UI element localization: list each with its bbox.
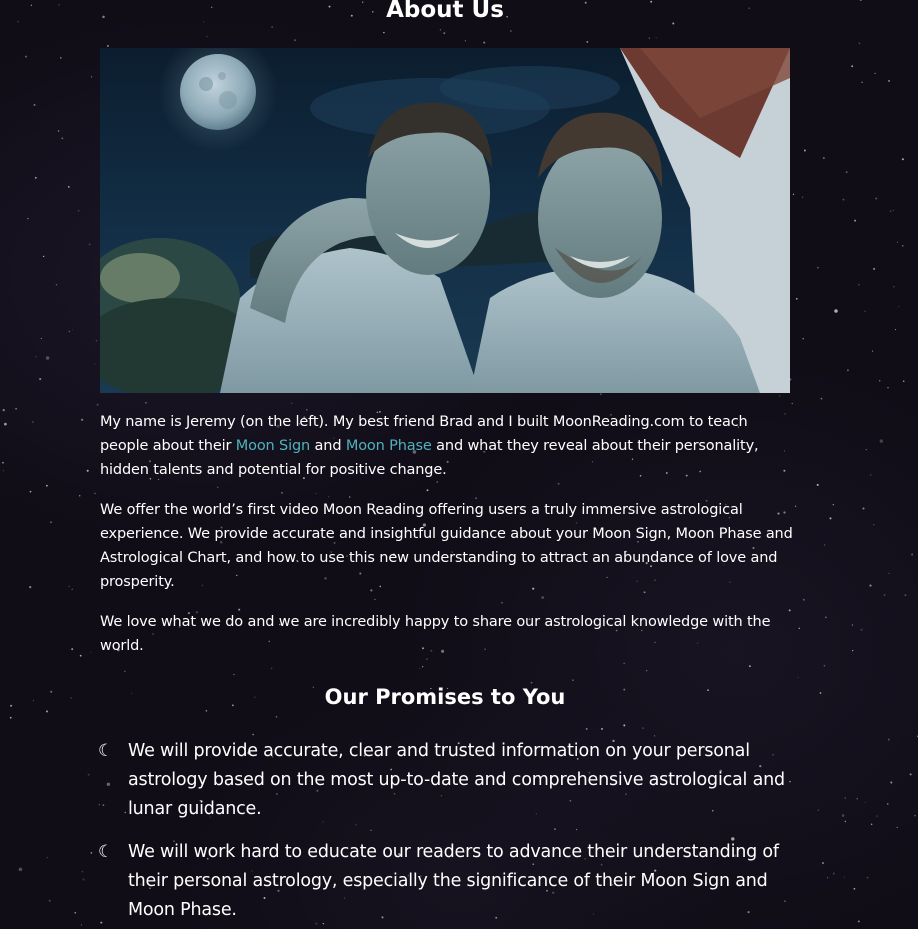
star [825, 617, 826, 618]
star [872, 351, 873, 352]
star [316, 493, 317, 494]
star [895, 329, 896, 330]
star [427, 489, 429, 491]
star [50, 522, 51, 523]
star [89, 243, 91, 245]
star [860, 0, 862, 1]
promises-list [100, 737, 800, 929]
star [914, 815, 916, 817]
star [779, 395, 780, 396]
star [893, 210, 894, 211]
star [276, 716, 278, 718]
star [854, 888, 856, 890]
star [642, 728, 643, 729]
star [817, 484, 819, 486]
star [2, 462, 4, 464]
star [862, 507, 864, 509]
star [19, 868, 23, 872]
star [827, 877, 828, 878]
star [601, 728, 603, 730]
star [10, 705, 12, 707]
star [749, 665, 751, 667]
star [80, 655, 82, 657]
star [600, 393, 602, 395]
star [41, 338, 42, 339]
star [817, 267, 818, 268]
star [821, 398, 823, 400]
star [60, 57, 62, 59]
star [854, 220, 856, 222]
star [61, 137, 63, 139]
star [834, 309, 838, 313]
star [94, 493, 96, 495]
star [888, 573, 889, 574]
star [88, 774, 90, 776]
star [107, 45, 109, 47]
promise-text: We will provide accurate, clear and trusted information on your personal astrology based on the most up-to-date and comprehensive astrological and lunar guidance. [128, 741, 785, 819]
star [833, 504, 834, 505]
star [823, 157, 825, 159]
star [798, 677, 799, 678]
star [875, 198, 877, 200]
star [35, 177, 37, 179]
star [69, 331, 71, 333]
star [510, 30, 511, 31]
star [71, 589, 73, 591]
promise-item [100, 838, 800, 925]
star [68, 186, 70, 188]
star [586, 728, 588, 730]
star [271, 668, 273, 670]
star [905, 594, 907, 596]
photo-icon [100, 48, 790, 393]
star [852, 624, 853, 625]
star [58, 130, 60, 132]
promises-heading: Our Promises to You [324, 685, 566, 709]
star [443, 32, 445, 34]
star [802, 197, 803, 198]
intro-text-start: My name is Jeremy (on the left). My best friend Brad and I built MoonReading.com to teach people about their [100, 414, 748, 454]
star [58, 4, 60, 6]
star [374, 599, 375, 600]
star [796, 298, 798, 300]
star [35, 356, 36, 357]
star [79, 495, 81, 497]
star [25, 56, 27, 58]
star [880, 439, 883, 442]
star [888, 80, 890, 82]
star [3, 470, 4, 471]
star [419, 668, 420, 669]
star [82, 879, 84, 881]
star [871, 824, 873, 826]
star [558, 483, 560, 485]
star [233, 674, 234, 675]
star [29, 586, 31, 588]
star [383, 32, 384, 33]
star [888, 739, 890, 741]
star [91, 76, 92, 77]
star [867, 877, 869, 879]
star [802, 338, 804, 340]
star [879, 380, 880, 381]
star [32, 421, 33, 422]
star [90, 652, 91, 653]
star [870, 474, 871, 475]
star [860, 629, 862, 631]
star [884, 594, 886, 596]
star [874, 73, 875, 74]
star [81, 924, 82, 925]
star [851, 65, 853, 67]
star [897, 241, 899, 243]
star [252, 734, 254, 736]
star [501, 602, 503, 604]
star [15, 408, 17, 410]
star [82, 871, 84, 873]
star [483, 42, 485, 44]
star [206, 36, 207, 37]
star [50, 691, 52, 693]
intro-text-end: and what they reveal about their personality, hidden talents and potential for positive change. [100, 438, 759, 478]
star [87, 470, 89, 472]
star [902, 245, 904, 247]
star [792, 403, 793, 404]
star [4, 423, 7, 426]
moon-phase-link[interactable]: Moon Phase [345, 438, 432, 454]
star [858, 284, 860, 286]
star [586, 41, 588, 43]
star [10, 717, 12, 719]
star [830, 517, 832, 519]
star [34, 104, 36, 106]
star [864, 802, 865, 803]
star [291, 402, 293, 404]
star [844, 877, 845, 878]
star [91, 852, 93, 854]
page-title: About Us [386, 0, 504, 23]
star [27, 218, 28, 219]
star [656, 37, 657, 38]
star [842, 814, 845, 817]
moon-sign-link[interactable]: Moon Sign [235, 438, 311, 454]
star [803, 599, 805, 601]
star [78, 210, 80, 212]
star [858, 920, 860, 922]
star [145, 402, 147, 404]
star [47, 857, 48, 858]
star [845, 821, 846, 822]
star [902, 158, 904, 160]
star [124, 671, 126, 673]
crescent-moon-icon: ☾ [98, 842, 114, 862]
offer-paragraph: We offer the world’s first video Moon Reading offering users a truly immersive astrological experience. We provide accurate and insightful guidance about your Moon Sign, Moon Phase and Astrological Chart, and how to use this new understanding to attract an abundance of love and prosperity. [100, 502, 793, 590]
star [898, 306, 899, 307]
star [858, 42, 860, 44]
star [910, 773, 912, 775]
star [846, 171, 848, 173]
star [861, 82, 862, 83]
star [217, 487, 219, 489]
promise-item [100, 737, 800, 824]
love-paragraph: We love what we do and we are incredibly happy to share our astrological knowledge with the world. [100, 614, 771, 654]
star [833, 873, 835, 875]
star [876, 815, 877, 816]
star [903, 380, 905, 382]
star [873, 524, 875, 526]
star [46, 485, 48, 487]
star [844, 797, 845, 798]
star [281, 492, 283, 494]
star [887, 387, 889, 389]
star [70, 697, 72, 699]
star [422, 666, 423, 667]
star [911, 554, 913, 556]
star [864, 311, 866, 313]
hero-photo [100, 48, 790, 393]
star [804, 150, 806, 152]
star [81, 419, 83, 421]
star [843, 199, 845, 201]
star [46, 356, 49, 359]
star [824, 544, 825, 545]
intro-text-middle: and [310, 438, 346, 454]
star [793, 194, 794, 195]
star [890, 781, 892, 783]
star [30, 491, 32, 493]
star [866, 449, 867, 450]
star [822, 862, 824, 864]
star [31, 5, 32, 6]
star [440, 29, 441, 30]
star [96, 340, 97, 341]
star [49, 900, 51, 902]
star [39, 378, 41, 380]
intro-paragraph [100, 410, 800, 482]
star [426, 658, 428, 660]
star [852, 650, 853, 651]
star [897, 827, 898, 828]
star [856, 798, 857, 799]
star [43, 256, 44, 257]
star [649, 37, 650, 38]
star [74, 912, 76, 914]
star [847, 369, 849, 371]
star [893, 286, 895, 288]
star [17, 21, 18, 22]
star [94, 364, 95, 365]
star [71, 648, 73, 650]
crescent-moon-icon: ☾ [98, 741, 114, 761]
star [623, 724, 625, 726]
star [294, 39, 296, 41]
star [465, 40, 466, 41]
star [97, 404, 99, 406]
star [624, 663, 625, 664]
star [271, 26, 273, 28]
star [646, 670, 647, 671]
star [46, 710, 48, 712]
star [820, 692, 822, 694]
star [56, 284, 57, 285]
star [541, 596, 544, 599]
star [69, 586, 70, 587]
star [817, 809, 819, 811]
star [890, 210, 892, 212]
star [72, 329, 73, 330]
promise-text: We will work hard to educate our readers to advance their understanding of their personal astrology, especially the significance of their Moon Sign and Moon Phase. [128, 842, 779, 920]
star [887, 803, 889, 805]
star [3, 409, 5, 411]
star [33, 700, 34, 701]
star [869, 585, 871, 587]
star [873, 268, 875, 270]
star [824, 665, 826, 667]
